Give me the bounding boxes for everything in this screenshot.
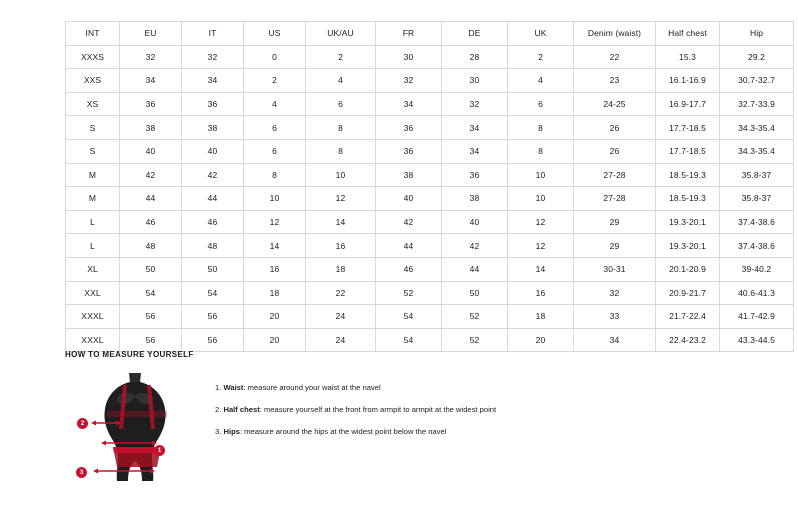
cell-fr: 36 <box>376 116 442 140</box>
cell-uk-au: 8 <box>306 116 376 140</box>
cell-uk-au: 6 <box>306 92 376 116</box>
cell-hip: 35.8-37 <box>720 163 794 187</box>
cell-uk: 6 <box>508 92 574 116</box>
cell-denim-waist: 33 <box>574 305 656 329</box>
cell-it: 46 <box>182 210 244 234</box>
cell-uk-au: 24 <box>306 328 376 352</box>
cell-denim-waist: 29 <box>574 210 656 234</box>
cell-denim-waist: 24-25 <box>574 92 656 116</box>
cell-eu: 40 <box>120 139 182 163</box>
cell-int: XXXL <box>66 305 120 329</box>
cell-us: 2 <box>244 69 306 93</box>
cell-fr: 36 <box>376 139 442 163</box>
cell-uk-au: 22 <box>306 281 376 305</box>
cell-it: 34 <box>182 69 244 93</box>
cell-us: 16 <box>244 257 306 281</box>
cell-denim-waist: 27-28 <box>574 187 656 211</box>
cell-it: 50 <box>182 257 244 281</box>
cell-it: 32 <box>182 45 244 69</box>
cell-int: XXXS <box>66 45 120 69</box>
table-row <box>66 234 794 258</box>
mannequin-figure-icon <box>83 371 193 496</box>
cell-it: 54 <box>182 281 244 305</box>
cell-fr: 40 <box>376 187 442 211</box>
cell-de: 30 <box>442 69 508 93</box>
cell-de: 34 <box>442 139 508 163</box>
cell-us: 12 <box>244 210 306 234</box>
cell-hip: 43.3-44.5 <box>720 328 794 352</box>
cell-fr: 54 <box>376 328 442 352</box>
cell-us: 8 <box>244 163 306 187</box>
cell-eu: 38 <box>120 116 182 140</box>
cell-half-chest: 15.3 <box>656 45 720 69</box>
cell-eu: 32 <box>120 45 182 69</box>
cell-int: XL <box>66 257 120 281</box>
table-row <box>66 257 794 281</box>
cell-uk: 10 <box>508 187 574 211</box>
step-text: : measure around the hips at the widest point below the navel <box>239 427 447 437</box>
cell-eu: 34 <box>120 69 182 93</box>
cell-half-chest: 16.9-17.7 <box>656 92 720 116</box>
how-to-measure-body <box>65 371 745 496</box>
step-number: 2. <box>215 405 222 415</box>
step-text: : measure yourself at the front from armpit to armpit at the widest point <box>259 405 497 415</box>
cell-uk: 10 <box>508 163 574 187</box>
cell-de: 50 <box>442 281 508 305</box>
table-row <box>66 281 794 305</box>
cell-eu: 56 <box>120 328 182 352</box>
how-to-measure-section <box>65 350 745 496</box>
cell-it: 44 <box>182 187 244 211</box>
cell-hip: 34.3-35.4 <box>720 139 794 163</box>
cell-fr: 30 <box>376 45 442 69</box>
cell-int: XXXL <box>66 328 120 352</box>
table-row <box>66 187 794 211</box>
cell-de: 28 <box>442 45 508 69</box>
cell-denim-waist: 22 <box>574 45 656 69</box>
cell-hip: 39-40.2 <box>720 257 794 281</box>
step-label: Hips <box>223 427 240 437</box>
cell-eu: 56 <box>120 305 182 329</box>
table-row <box>66 139 794 163</box>
table-row <box>66 163 794 187</box>
cell-uk: 20 <box>508 328 574 352</box>
cell-fr: 44 <box>376 234 442 258</box>
step-number: 3. <box>215 427 222 437</box>
cell-us: 0 <box>244 45 306 69</box>
cell-us: 4 <box>244 92 306 116</box>
step-label: Half chest <box>223 405 260 415</box>
cell-de: 34 <box>442 116 508 140</box>
cell-denim-waist: 26 <box>574 139 656 163</box>
cell-uk-au: 12 <box>306 187 376 211</box>
cell-uk: 16 <box>508 281 574 305</box>
cell-us: 20 <box>244 305 306 329</box>
cell-int: XXS <box>66 69 120 93</box>
cell-half-chest: 21.7-22.4 <box>656 305 720 329</box>
cell-half-chest: 18.5-19.3 <box>656 187 720 211</box>
cell-hip: 34.3-35.4 <box>720 116 794 140</box>
cell-half-chest: 19.3-20.1 <box>656 210 720 234</box>
cell-int: L <box>66 234 120 258</box>
cell-de: 44 <box>442 257 508 281</box>
step-text: : measure around your waist at the navel <box>243 383 381 392</box>
cell-eu: 36 <box>120 92 182 116</box>
cell-de: 42 <box>442 234 508 258</box>
cell-half-chest: 20.9-21.7 <box>656 281 720 305</box>
cell-int: XS <box>66 92 120 116</box>
cell-uk-au: 2 <box>306 45 376 69</box>
cell-denim-waist: 27-28 <box>574 163 656 187</box>
cell-it: 36 <box>182 92 244 116</box>
table-row <box>66 45 794 69</box>
cell-int: XXL <box>66 281 120 305</box>
cell-eu: 48 <box>120 234 182 258</box>
cell-half-chest: 16.1-16.9 <box>656 69 720 93</box>
cell-hip: 35.8-37 <box>720 187 794 211</box>
cell-half-chest: 17.7-18.5 <box>656 139 720 163</box>
cell-hip: 41.7-42.9 <box>720 305 794 329</box>
cell-eu: 42 <box>120 163 182 187</box>
cell-de: 40 <box>442 210 508 234</box>
cell-fr: 38 <box>376 163 442 187</box>
cell-half-chest: 18.5-19.3 <box>656 163 720 187</box>
cell-us: 14 <box>244 234 306 258</box>
measure-badge-3: 3 <box>76 467 87 478</box>
column-header-uk: UK <box>508 22 574 46</box>
cell-half-chest: 17.7-18.5 <box>656 116 720 140</box>
cell-de: 36 <box>442 163 508 187</box>
cell-half-chest: 20.1-20.9 <box>656 257 720 281</box>
cell-uk-au: 10 <box>306 163 376 187</box>
cell-int: M <box>66 187 120 211</box>
cell-denim-waist: 34 <box>574 328 656 352</box>
cell-eu: 46 <box>120 210 182 234</box>
table-row <box>66 210 794 234</box>
cell-uk-au: 24 <box>306 305 376 329</box>
column-header-int: INT <box>66 22 120 46</box>
mannequin-illustration <box>79 371 193 496</box>
column-header-it: IT <box>182 22 244 46</box>
measure-step-half-chest <box>215 405 496 414</box>
cell-hip: 40.6-41.3 <box>720 281 794 305</box>
cell-us: 20 <box>244 328 306 352</box>
cell-uk: 8 <box>508 116 574 140</box>
table-row <box>66 69 794 93</box>
cell-denim-waist: 23 <box>574 69 656 93</box>
cell-half-chest: 19.3-20.1 <box>656 234 720 258</box>
cell-hip: 37.4-38.6 <box>720 234 794 258</box>
cell-us: 6 <box>244 116 306 140</box>
size-conversion-table <box>65 21 794 352</box>
cell-uk: 18 <box>508 305 574 329</box>
column-header-denim-waist: Denim (waist) <box>574 22 656 46</box>
step-label: Waist <box>223 383 244 392</box>
column-header-us: US <box>244 22 306 46</box>
column-header-fr: FR <box>376 22 442 46</box>
column-header-de: DE <box>442 22 508 46</box>
cell-denim-waist: 32 <box>574 281 656 305</box>
cell-hip: 29.2 <box>720 45 794 69</box>
cell-uk-au: 4 <box>306 69 376 93</box>
column-header-uk-au: UK/AU <box>306 22 376 46</box>
cell-uk-au: 18 <box>306 257 376 281</box>
table-header-row <box>66 22 794 46</box>
cell-us: 6 <box>244 139 306 163</box>
cell-fr: 42 <box>376 210 442 234</box>
cell-int: L <box>66 210 120 234</box>
cell-uk: 12 <box>508 210 574 234</box>
cell-fr: 52 <box>376 281 442 305</box>
cell-uk: 8 <box>508 139 574 163</box>
column-header-eu: EU <box>120 22 182 46</box>
step-number: 1. <box>215 383 222 392</box>
cell-fr: 32 <box>376 69 442 93</box>
cell-it: 56 <box>182 305 244 329</box>
cell-fr: 54 <box>376 305 442 329</box>
cell-uk-au: 8 <box>306 139 376 163</box>
measure-steps-list <box>215 371 496 449</box>
measure-badge-1: 1 <box>154 445 165 456</box>
cell-it: 38 <box>182 116 244 140</box>
cell-de: 32 <box>442 92 508 116</box>
cell-it: 42 <box>182 163 244 187</box>
cell-int: S <box>66 116 120 140</box>
cell-eu: 54 <box>120 281 182 305</box>
how-to-measure-title: HOW TO MEASURE YOURSELF <box>65 350 194 359</box>
cell-denim-waist: 29 <box>574 234 656 258</box>
cell-uk: 14 <box>508 257 574 281</box>
cell-half-chest: 22.4-23.2 <box>656 328 720 352</box>
cell-uk-au: 14 <box>306 210 376 234</box>
cell-uk-au: 16 <box>306 234 376 258</box>
cell-it: 56 <box>182 328 244 352</box>
cell-uk: 12 <box>508 234 574 258</box>
measure-step-waist <box>215 383 496 392</box>
table-row <box>66 328 794 352</box>
cell-fr: 34 <box>376 92 442 116</box>
cell-uk: 2 <box>508 45 574 69</box>
cell-de: 52 <box>442 328 508 352</box>
cell-us: 18 <box>244 281 306 305</box>
cell-eu: 44 <box>120 187 182 211</box>
size-table-container <box>65 21 775 352</box>
cell-hip: 30.7-32.7 <box>720 69 794 93</box>
cell-uk: 4 <box>508 69 574 93</box>
cell-us: 10 <box>244 187 306 211</box>
table-row <box>66 92 794 116</box>
column-header-half-chest: Half chest <box>656 22 720 46</box>
cell-fr: 46 <box>376 257 442 281</box>
cell-int: M <box>66 163 120 187</box>
measure-step-hips <box>215 427 496 436</box>
table-row <box>66 305 794 329</box>
cell-eu: 50 <box>120 257 182 281</box>
cell-de: 38 <box>442 187 508 211</box>
measure-badge-2: 2 <box>77 418 88 429</box>
cell-hip: 32.7-33.9 <box>720 92 794 116</box>
cell-hip: 37.4-38.6 <box>720 210 794 234</box>
cell-it: 40 <box>182 139 244 163</box>
cell-de: 52 <box>442 305 508 329</box>
cell-it: 48 <box>182 234 244 258</box>
cell-denim-waist: 26 <box>574 116 656 140</box>
cell-int: S <box>66 139 120 163</box>
cell-denim-waist: 30-31 <box>574 257 656 281</box>
column-header-hip: Hip <box>720 22 794 46</box>
table-row <box>66 116 794 140</box>
